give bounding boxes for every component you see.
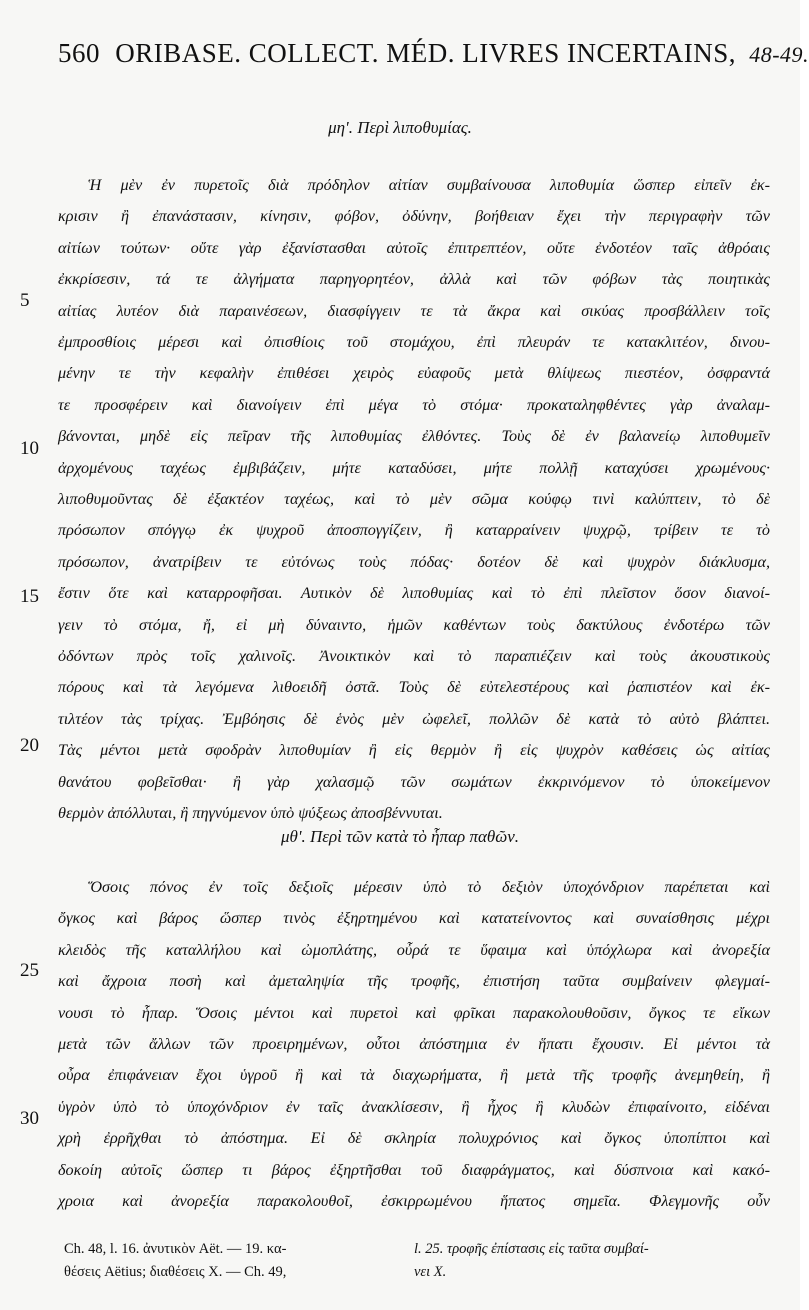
text-line: ἐκκρίσεσιν, τά τε ἀλγήματα παρηγορητέον, ἀλλὰ καὶ τῶν φόβων τὰς ποιητικὰς [58, 270, 770, 289]
text-line: ἔστιν ὅτε καὶ καταρροφῆσαι. Αυτικὸν δὲ λιποθυμίας καὶ τὸ ἐπὶ πλεῖστον ὅσον διανοί- [58, 584, 770, 603]
text-line: Τὰς μέντοι μετὰ σφοδρὰν λιποθυμίαν ἢ εἰς θερμὸν ἢ εἰς ψυχρὸν καθέσεις ὡς αἰτίας [58, 741, 770, 760]
footnote-row1-right: l. 25. τροφῆς ἐπίστασις εἰς ταῦτα συμβαί- [414, 1241, 649, 1257]
text-line: λιποθυμοῦντας δὲ ἐξακτέον ταχέως, καὶ τὸ μὲν σῶμα κούφῳ τινὶ καλύπτειν, τὸ δὲ [58, 490, 770, 508]
text-line: χρὴ ἐρρῆχθαι τὸ ἀπόστημα. Εἰ δὲ σκληρία πολυχρόνιος καὶ ὄγκος ὑποπίπτοι καὶ [58, 1129, 770, 1148]
text-line: Ὅσοις πόνος ἐν τοῖς δεξιοῖς μέρεσιν ὑπὸ τὸ δεξιὸν ὑποχόνδριον παρέπεται καὶ [88, 878, 770, 896]
header-title: ORIBASE. COLLECT. MÉD. LIVRES INCERTAINS, [115, 38, 736, 68]
text-line: ὀδόντων πρὸς τοῖς χαλινοῖς. Ἀνοικτικὸν καὶ τὸ παραπιέζειν καὶ τοὺς ἀκουστικοὺς [58, 647, 770, 665]
footnote-row1-left: Ch. 48, l. 16. ἀνυτικὸν Aët. — 19. κα- [64, 1241, 287, 1257]
text-line: βάνονται, μηδὲ εἰς πεῖραν τῆς λιποθυμίας ἐλθόντες. Τοὺς δὲ ἐν βαλανείῳ λιποθυμεῖν [58, 427, 770, 446]
text-line: ἐμπροσθίοις μέρεσι καὶ ὀπισθίοις τοῦ στομάχου, ἐπὶ πλευράν τε κατακλιτέον, δινου- [58, 333, 770, 351]
text-line: πρόσωπον, ἀνατρίβειν τε εὐτόνως τοὺς πόδας· δοτέον δὲ καὶ ψυχρὸν διάκλυσμα, [58, 552, 770, 571]
line-number: 15 [20, 586, 39, 607]
header-chapters: 48-49. [749, 42, 809, 67]
text-line: αἰτίων τούτων· οὔτε γὰρ ἐξανίστασθαι αὐτοῖς ἐπιτρεπτέον, οὔτε ἐνδοτέον ταῖς ἀθρόαις [58, 238, 770, 257]
text-line: νουσι τὸ ἧπαρ. Ὅσοις μέντοι καὶ πυρετοὶ καὶ φρῖκαι παρακολουθοῦσιν, ὄγκος τε εἴκων [58, 1003, 770, 1022]
footnotes [64, 1238, 770, 1284]
text-line: ὑγρὸν ὑπὸ τὸ ὑποχόνδριον ἐν ταῖς ἀνακλίσεσιν, ἢ ἦχος ἢ κλυδὼν ἐπιφαίνοιτο, εἰδέναι [58, 1097, 770, 1116]
text-line: καὶ ἄχροια ποσὴ καὶ ἀμεταληψία τῆς τροφῆς, ἐπιστήση ταῦτα συμβαίνειν φλεγμαί- [58, 972, 770, 991]
section-title-48: μη'. Περὶ λιποθυμίας. [328, 118, 472, 137]
section-title-49: μθ'. Περὶ τῶν κατὰ τὸ ἧπαρ παθῶν. [280, 827, 520, 846]
text-line: μένην τε τὴν κεφαλὴν ἐπιθέσει χειρὸς εὐαφοῦς μετὰ θλίψεως πιεστέον, ὀσφραντά [58, 364, 770, 383]
text-line: θερμὸν ἀπόλλυται, ἢ πηγνύμενον ὑπὸ ψύξεως ἀποσβέννυται. [58, 804, 443, 822]
text-line: αἰτίας λυτέον διὰ παραινέσεων, διασφίγγειν τε τὰ ἄκρα καὶ σικύας προσβάλλειν τοῖς [58, 301, 770, 320]
text-line: γειν τὸ στόμα, ἤ, εἰ μὴ δύναιντο, ἡμῶν καθέντων τοὺς δακτύλους ἐνδοτέρω τῶν [58, 615, 770, 634]
text-line: κλειδὸς τῆς καταλλήλου καὶ ὠμοπλάτης, οὖρά τε ὕφαιμα καὶ ὑπόχλωρα καὶ ἀνορεξία [58, 940, 770, 959]
text-line: κρισιν ἢ ἐπανάστασιν, κίνησιν, φόβον, ὀδύνην, βοήθειαν ἔχει τὴν περιγραφὴν τῶν [58, 207, 770, 226]
text-line: οὖρα ἐπιφάνειαν ἔχοι ὑγροῦ ἢ καὶ τὰ διαχωρήματα, ἢ μετὰ τῆς τροφῆς ἀνεμηθείη, ἢ [58, 1066, 770, 1085]
footnote-row2-left: θέσεις Aëtius; διαθέσεις X. — Ch. 49, [64, 1264, 287, 1280]
text-line: τιλτέον τὰς τρίχας. Ἐμβόησις δὲ ἑνὸς μὲν ὠφελεῖ, πολλῶν δὲ κατὰ τὸ αὐτὸ βλάπτει. [58, 709, 770, 728]
line-number: 30 [20, 1108, 39, 1129]
page-number: 560 [58, 38, 100, 68]
footnote-row2-right: νει X. [414, 1264, 447, 1280]
text-line: Ἡ μὲν ἐν πυρετοῖς διὰ πρόδηλον αἰτίαν συμβαίνουσα λιποθυμία ὥσπερ εἰπεῖν ἐκ- [88, 176, 770, 194]
line-number: 10 [20, 438, 39, 459]
text-line: πόρους καὶ τὰ λεγόμενα λιθοειδῆ ὀστᾶ. Τοὺς δὲ εὐτελεστέρους καὶ ῥαπιστέον καὶ ἐκ- [58, 678, 770, 697]
text-line: ὄγκος καὶ βάρος ὥσπερ τινὸς ἐξηρτημένου καὶ κατατείνοντος καὶ συναίσθησις μέχρι [58, 909, 770, 928]
text-line: δοκοίη αὐτοῖς ὥσπερ τι βάρος ἐξηρτῆσθαι τοῦ διαφράγματος, καὶ δύσπνοια καὶ κακό- [58, 1160, 770, 1179]
line-number: 20 [20, 735, 39, 756]
text-line: χροια καὶ ἀνορεξία παρακολουθοῖ, ἐσκιρρωμένου ἥπατος σημεῖα. Φλεγμονῆς οὖν [58, 1192, 770, 1210]
text-line: πρόσωπον σπόγγῳ ἐκ ψυχροῦ ἀποσπογγίζειν, ἢ καταρραίνειν ψυχρῷ, τρίβειν τε τὸ [58, 521, 770, 540]
text-line: ἀρχομένους ταχέως ἐμβιβάζειν, μήτε καταδύσει, μήτε πολλῇ καταχύσει χρωμένους· [58, 458, 770, 477]
text-line: θανάτου φοβεῖσθαι· ἢ γὰρ χαλασμῷ τῶν σωμάτων ἐκκρινόμενον τὸ ὑποκείμενον [58, 772, 770, 791]
line-number: 25 [20, 960, 39, 981]
text-line: μετὰ τῶν ἄλλων τῶν προειρημένων, οὗτοι ἀπόστημια ἐν ἥπατι ἔχουσιν. Εἰ μέντοι τὰ [58, 1035, 770, 1053]
text-line: τε προσφέρειν καὶ διανοίγειν ἐπὶ μέγα τὸ στόμα· προκαταληφθέντες γὰρ ἀναλαμ- [58, 395, 770, 414]
line-number: 5 [20, 290, 30, 311]
running-header [58, 38, 809, 69]
